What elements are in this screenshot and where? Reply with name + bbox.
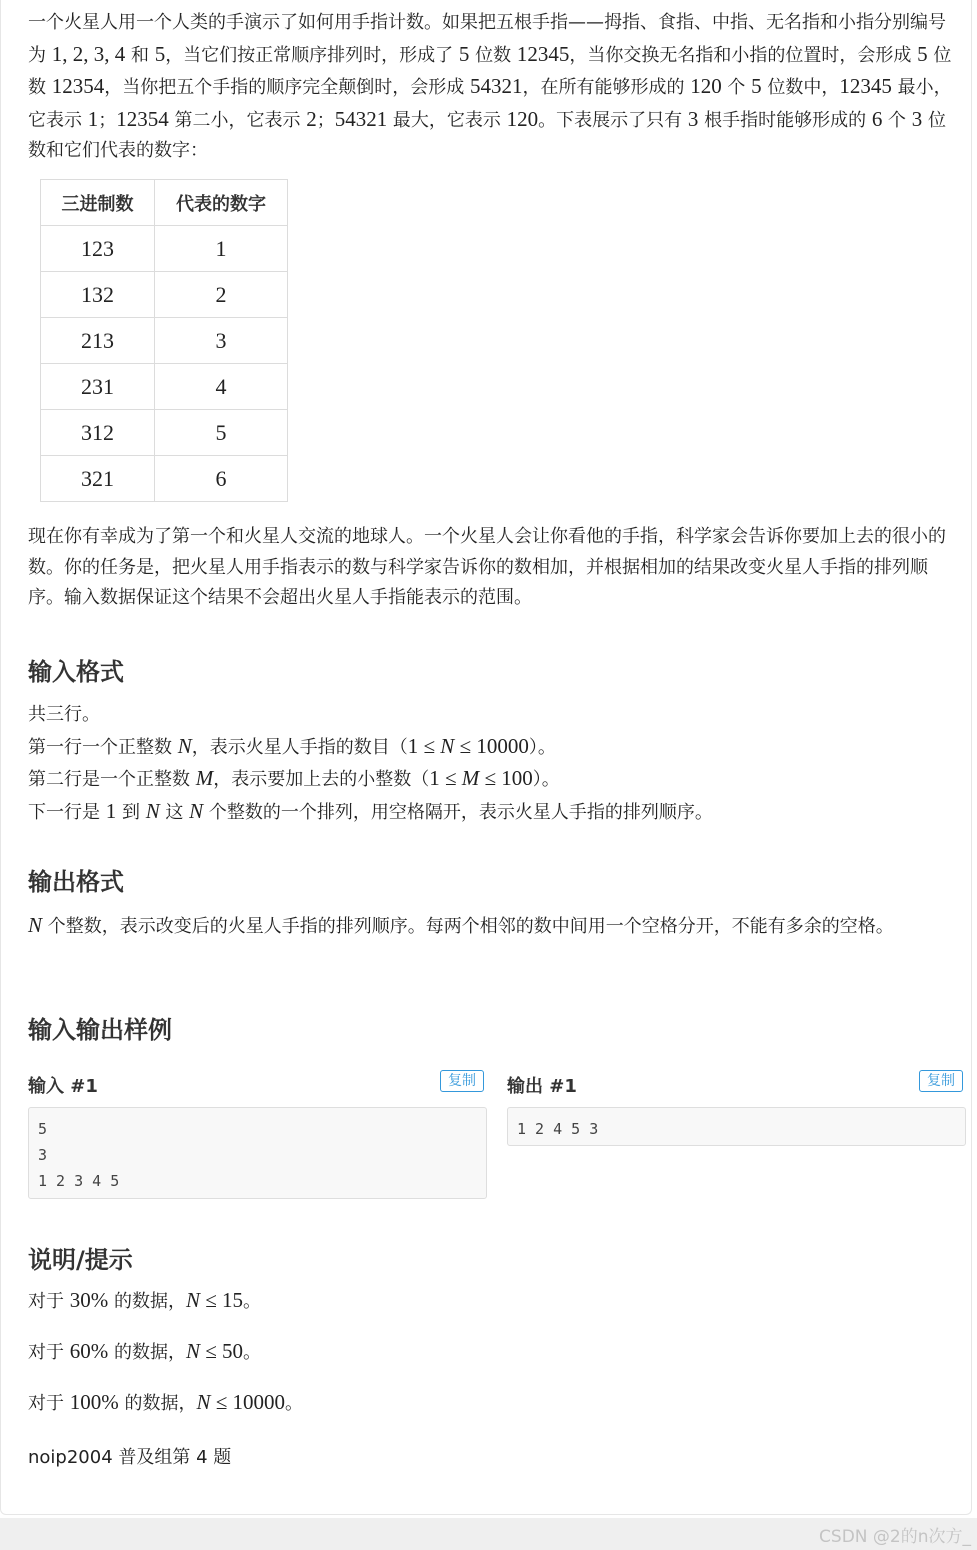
sample-input-box[interactable]: 5 3 1 2 3 4 5: [28, 1107, 487, 1199]
table-cell: 3: [155, 318, 288, 364]
samples-heading: 输入输出样例: [28, 1016, 172, 1044]
table-cell: 321: [41, 456, 155, 502]
task-paragraph: 现在你有幸成为了第一个和火星人交流的地球人。一个火星人会让你看他的手指，科学家会告诉你要加上去的很小的数。你的任务是，把火星人用手指表示的数与科学家告诉你的数相加，并根据相加的结果改变火星人手指的排列顺序。输入数据保证这个结果不会超出火星人手指能表示的范围。: [28, 526, 946, 608]
hints-heading: 说明/提示: [28, 1246, 133, 1274]
output-format-heading: 输出格式: [28, 868, 124, 896]
table-cell: 2: [155, 272, 288, 318]
table-cell: 4: [155, 364, 288, 410]
hint-30-percent: 对于 30% 的数据，N ≤ 15。: [28, 1288, 262, 1312]
table-cell: 132: [41, 272, 155, 318]
table-cell: 213: [41, 318, 155, 364]
table-row: [41, 364, 288, 410]
mapping-table: [40, 179, 288, 502]
problem-source: noip2004 普及组第 4 题: [28, 1447, 232, 1468]
sample-output-label: 输出 #1: [507, 1076, 577, 1097]
hint-100-percent: 对于 100% 的数据，N ≤ 10000。: [28, 1390, 304, 1414]
table-cell: 231: [41, 364, 155, 410]
table-cell: 6: [155, 456, 288, 502]
hint-60-percent: 对于 60% 的数据，N ≤ 50。: [28, 1339, 262, 1363]
sample-input-label: 输入 #1: [28, 1076, 98, 1097]
table-header-cell: 代表的数字: [155, 180, 288, 226]
table-cell: 312: [41, 410, 155, 456]
table-row: [41, 456, 288, 502]
table-row: [41, 226, 288, 272]
table-header-cell: 三进制数: [41, 180, 155, 226]
table-row: [41, 410, 288, 456]
table-cell: 5: [155, 410, 288, 456]
input-format-text: 共三行。 第一行一个正整数 N，表示火星人手指的数目（1 ≤ N ≤ 10000）。 第二行是一个正整数 M，表示要加上去的小整数（1 ≤ M ≤ 100）。 下一行是 1 到 N 这 N 个整数的一个排列，用空格隔开，表示火星人手指的排列顺序。: [28, 704, 713, 823]
watermark: CSDN @2的n次方_: [819, 1527, 971, 1547]
table-cell: 123: [41, 226, 155, 272]
table-header-row: [41, 180, 288, 226]
table-row: [41, 272, 288, 318]
output-format-text: N 个整数，表示改变后的火星人手指的排列顺序。每两个相邻的数中间用一个空格分开，不能有多余的空格。: [28, 913, 894, 937]
copy-output-button[interactable]: 复制: [919, 1070, 963, 1092]
sample-output-box[interactable]: 1 2 4 5 3: [507, 1107, 966, 1146]
intro-paragraph: 一个火星人用一个人类的手演示了如何用手指计数。如果把五根手指——拇指、食指、中指、无名指和小指分别编号为 1, 2, 3, 4 和 5，当它们按正常顺序排列时，形成了 5 位数 12345，当你交换无名指和小指的位置时，会形成 5 位数 12354，当你把五个手指的顺序完全颠倒时，会形成 54321，在所有能够形成的 120 个 5 位数中，12345 最小，它表示 1；12354 第二小，它表示 2；54321 最大，它表示 120。下表展示了只有 3 根手指时能够形成的 6 个 3 位数和它们代表的数字：: [28, 12, 952, 161]
copy-input-button[interactable]: 复制: [440, 1070, 484, 1092]
table-cell: 1: [155, 226, 288, 272]
input-format-heading: 输入格式: [28, 658, 124, 686]
table-row: [41, 318, 288, 364]
